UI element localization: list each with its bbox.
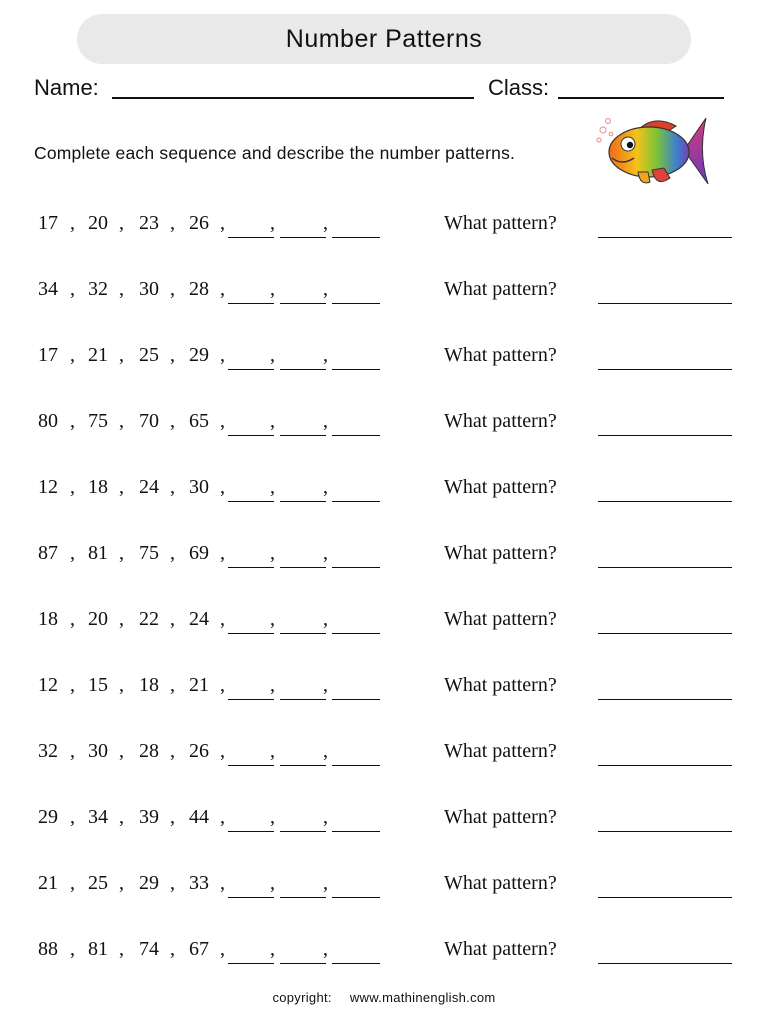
sequence-number: 29 — [139, 872, 159, 894]
comma-separator: , — [170, 344, 175, 366]
comma-separator: , — [119, 212, 124, 234]
comma-separator: , — [70, 608, 75, 630]
sequence-blank[interactable] — [280, 633, 326, 634]
website-link: www.mathinenglish.com — [349, 990, 496, 1005]
comma-separator: , — [170, 410, 175, 432]
sequence-number: 32 — [88, 278, 108, 300]
class-label: Class: — [488, 75, 550, 100]
name-label: Name: — [34, 75, 99, 100]
sequence-blank[interactable] — [280, 237, 326, 238]
sequence-number: 28 — [189, 278, 209, 300]
sequence-number: 81 — [88, 938, 108, 960]
sequence-blank[interactable] — [228, 435, 274, 436]
comma-separator: , — [220, 872, 225, 894]
comma-separator: , — [119, 872, 124, 894]
comma-separator: , — [270, 212, 275, 234]
comma-separator: , — [220, 674, 225, 696]
sequence-number: 88 — [38, 938, 58, 960]
footer — [0, 990, 768, 1005]
comma-separator: , — [270, 278, 275, 300]
problem-row — [0, 200, 768, 266]
pattern-question: What pattern? — [444, 608, 557, 630]
comma-separator: , — [270, 476, 275, 498]
comma-separator: , — [270, 740, 275, 762]
comma-separator: , — [170, 740, 175, 762]
sequence-blank[interactable] — [280, 435, 326, 436]
comma-separator: , — [323, 938, 328, 960]
pattern-answer-field[interactable] — [598, 633, 732, 634]
comma-separator: , — [70, 344, 75, 366]
pattern-answer-field[interactable] — [598, 963, 732, 964]
sequence-number: 65 — [189, 410, 209, 432]
sequence-number: 17 — [38, 344, 58, 366]
pattern-answer-field[interactable] — [598, 435, 732, 436]
comma-separator: , — [270, 806, 275, 828]
pattern-question: What pattern? — [444, 542, 557, 564]
comma-separator: , — [70, 542, 75, 564]
pattern-answer-field[interactable] — [598, 501, 732, 502]
comma-separator: , — [270, 674, 275, 696]
comma-separator: , — [119, 938, 124, 960]
comma-separator: , — [270, 542, 275, 564]
sequence-number: 75 — [88, 410, 108, 432]
comma-separator: , — [323, 674, 328, 696]
sequence-number: 32 — [38, 740, 58, 762]
comma-separator: , — [323, 476, 328, 498]
comma-separator: , — [170, 542, 175, 564]
comma-separator: , — [220, 608, 225, 630]
sequence-number: 12 — [38, 674, 58, 696]
comma-separator: , — [220, 278, 225, 300]
sequence-blank[interactable] — [332, 435, 380, 436]
comma-separator: , — [220, 410, 225, 432]
problem-row — [0, 398, 768, 464]
comma-separator: , — [323, 608, 328, 630]
comma-separator: , — [70, 806, 75, 828]
sequence-blank[interactable] — [228, 699, 274, 700]
pattern-question: What pattern? — [444, 806, 557, 828]
comma-separator: , — [220, 476, 225, 498]
sequence-blank[interactable] — [332, 897, 380, 898]
comma-separator: , — [323, 410, 328, 432]
pattern-question: What pattern? — [444, 278, 557, 300]
comma-separator: , — [70, 212, 75, 234]
problem-row — [0, 728, 768, 794]
comma-separator: , — [323, 344, 328, 366]
sequence-blank[interactable] — [332, 831, 380, 832]
pattern-answer-field[interactable] — [598, 369, 732, 370]
sequence-number: 34 — [38, 278, 58, 300]
comma-separator: , — [170, 212, 175, 234]
sequence-number: 26 — [189, 740, 209, 762]
pattern-question: What pattern? — [444, 740, 557, 762]
sequence-blank[interactable] — [332, 963, 380, 964]
title-banner — [77, 14, 691, 64]
problem-row — [0, 266, 768, 332]
sequence-number: 17 — [38, 212, 58, 234]
pattern-question: What pattern? — [444, 938, 557, 960]
comma-separator: , — [323, 872, 328, 894]
sequence-number: 80 — [38, 410, 58, 432]
pattern-answer-field[interactable] — [598, 567, 732, 568]
sequence-number: 30 — [88, 740, 108, 762]
sequence-number: 12 — [38, 476, 58, 498]
comma-separator: , — [270, 938, 275, 960]
sequence-number: 20 — [88, 212, 108, 234]
pattern-answer-field[interactable] — [598, 831, 732, 832]
sequence-number: 33 — [189, 872, 209, 894]
comma-separator: , — [220, 938, 225, 960]
comma-separator: , — [70, 476, 75, 498]
sequence-number: 29 — [189, 344, 209, 366]
sequence-blank[interactable] — [280, 501, 326, 502]
sequence-number: 39 — [139, 806, 159, 828]
comma-separator: , — [119, 344, 124, 366]
pattern-question: What pattern? — [444, 212, 557, 234]
comma-separator: , — [170, 938, 175, 960]
sequence-blank[interactable] — [332, 633, 380, 634]
problem-row — [0, 926, 768, 992]
comma-separator: , — [119, 542, 124, 564]
sequence-number: 24 — [139, 476, 159, 498]
sequence-number: 22 — [139, 608, 159, 630]
problem-row — [0, 332, 768, 398]
comma-separator: , — [70, 674, 75, 696]
copyright-label: copyright: — [272, 990, 332, 1005]
problem-row — [0, 860, 768, 926]
sequence-number: 18 — [38, 608, 58, 630]
sequence-number: 70 — [139, 410, 159, 432]
sequence-number: 21 — [189, 674, 209, 696]
instructions: Complete each sequence and describe the number patterns. — [34, 143, 516, 163]
comma-separator: , — [220, 740, 225, 762]
sequence-number: 34 — [88, 806, 108, 828]
pattern-answer-field[interactable] — [598, 237, 732, 238]
sequence-blank[interactable] — [228, 963, 274, 964]
comma-separator: , — [119, 476, 124, 498]
pattern-answer-field[interactable] — [598, 765, 732, 766]
sequence-number: 81 — [88, 542, 108, 564]
sequence-blank[interactable] — [228, 633, 274, 634]
sequence-blank[interactable] — [332, 303, 380, 304]
sequence-blank[interactable] — [332, 369, 380, 370]
comma-separator: , — [119, 740, 124, 762]
sequence-number: 87 — [38, 542, 58, 564]
sequence-number: 26 — [189, 212, 209, 234]
sequence-blank[interactable] — [228, 303, 274, 304]
pattern-answer-field[interactable] — [598, 897, 732, 898]
comma-separator: , — [270, 608, 275, 630]
sequence-number: 67 — [189, 938, 209, 960]
problem-list — [0, 200, 768, 992]
comma-separator: , — [70, 938, 75, 960]
pattern-question: What pattern? — [444, 344, 557, 366]
sequence-number: 28 — [139, 740, 159, 762]
comma-separator: , — [119, 674, 124, 696]
comma-separator: , — [220, 542, 225, 564]
comma-separator: , — [270, 410, 275, 432]
sequence-blank[interactable] — [228, 765, 274, 766]
sequence-number: 75 — [139, 542, 159, 564]
comma-separator: , — [119, 410, 124, 432]
comma-separator: , — [119, 278, 124, 300]
sequence-number: 29 — [38, 806, 58, 828]
sequence-blank[interactable] — [228, 897, 274, 898]
sequence-number: 74 — [139, 938, 159, 960]
sequence-blank[interactable] — [280, 369, 326, 370]
pattern-question: What pattern? — [444, 410, 557, 432]
sequence-number: 15 — [88, 674, 108, 696]
sequence-number: 44 — [189, 806, 209, 828]
sequence-blank[interactable] — [280, 963, 326, 964]
comma-separator: , — [170, 476, 175, 498]
sequence-blank[interactable] — [228, 501, 274, 502]
sequence-number: 69 — [189, 542, 209, 564]
problem-row — [0, 530, 768, 596]
comma-separator: , — [170, 278, 175, 300]
comma-separator: , — [323, 278, 328, 300]
comma-separator: , — [170, 872, 175, 894]
comma-separator: , — [170, 806, 175, 828]
pattern-question: What pattern? — [444, 872, 557, 894]
comma-separator: , — [70, 740, 75, 762]
pattern-answer-field[interactable] — [598, 699, 732, 700]
sequence-number: 25 — [88, 872, 108, 894]
problem-row — [0, 662, 768, 728]
comma-separator: , — [170, 608, 175, 630]
sequence-blank[interactable] — [228, 369, 274, 370]
student-info-row — [34, 72, 734, 104]
fish-icon — [594, 112, 714, 192]
comma-separator: , — [220, 806, 225, 828]
sequence-number: 23 — [139, 212, 159, 234]
sequence-number: 30 — [139, 278, 159, 300]
comma-separator: , — [70, 872, 75, 894]
pattern-answer-field[interactable] — [598, 303, 732, 304]
sequence-number: 18 — [139, 674, 159, 696]
comma-separator: , — [323, 740, 328, 762]
comma-separator: , — [323, 212, 328, 234]
sequence-blank[interactable] — [280, 699, 326, 700]
comma-separator: , — [220, 344, 225, 366]
sequence-blank[interactable] — [280, 567, 326, 568]
comma-separator: , — [119, 806, 124, 828]
comma-separator: , — [170, 674, 175, 696]
class-field[interactable] — [558, 97, 724, 99]
pattern-question: What pattern? — [444, 476, 557, 498]
page-title: Number Patterns — [285, 24, 483, 53]
sequence-number: 30 — [189, 476, 209, 498]
sequence-blank[interactable] — [332, 699, 380, 700]
sequence-blank[interactable] — [280, 765, 326, 766]
sequence-blank[interactable] — [332, 567, 380, 568]
sequence-blank[interactable] — [228, 831, 274, 832]
comma-separator: , — [270, 344, 275, 366]
sequence-number: 21 — [88, 344, 108, 366]
sequence-blank[interactable] — [332, 237, 380, 238]
problem-row — [0, 794, 768, 860]
sequence-blank[interactable] — [280, 303, 326, 304]
sequence-blank[interactable] — [280, 897, 326, 898]
sequence-blank[interactable] — [332, 501, 380, 502]
sequence-number: 21 — [38, 872, 58, 894]
problem-row — [0, 596, 768, 662]
comma-separator: , — [270, 872, 275, 894]
comma-separator: , — [220, 212, 225, 234]
comma-separator: , — [323, 806, 328, 828]
sequence-number: 20 — [88, 608, 108, 630]
problem-row — [0, 464, 768, 530]
comma-separator: , — [119, 608, 124, 630]
name-field[interactable] — [112, 97, 474, 99]
sequence-number: 18 — [88, 476, 108, 498]
sequence-blank[interactable] — [332, 765, 380, 766]
sequence-blank[interactable] — [280, 831, 326, 832]
comma-separator: , — [70, 410, 75, 432]
sequence-number: 25 — [139, 344, 159, 366]
sequence-blank[interactable] — [228, 567, 274, 568]
sequence-number: 24 — [189, 608, 209, 630]
sequence-blank[interactable] — [228, 237, 274, 238]
pattern-question: What pattern? — [444, 674, 557, 696]
comma-separator: , — [323, 542, 328, 564]
comma-separator: , — [70, 278, 75, 300]
